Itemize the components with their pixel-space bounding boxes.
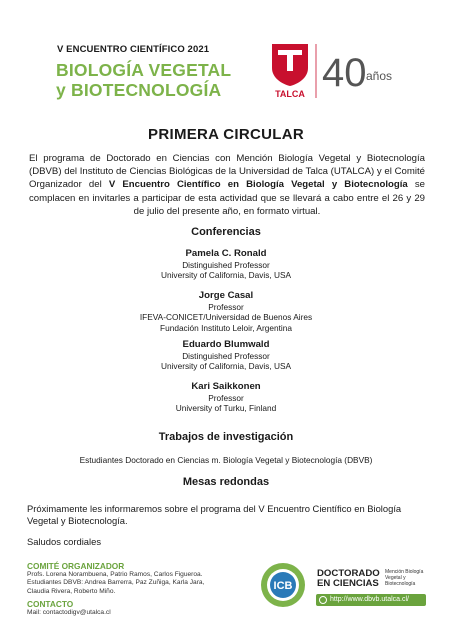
speaker-saikkonen — [0, 381, 452, 414]
intro-text-bold: V Encuentro Científico en Biología Vegetal y Biotecnología — [108, 179, 408, 191]
intro-text-part1: El programa de Doctorado en Ciencias con Mención Biología Vegetal y Biotecnología (DBVB) del Instituto de Ciencias Biológicas de la Universidad de Talca (UTALCA) y el Comité Organizador del — [29, 153, 425, 191]
speaker-blumwald — [0, 339, 452, 372]
roundtables-text: Próximamente les informaremos sobre el programa del V Encuentro Científico en Biología Vegetal y Biotecnología. — [27, 503, 402, 527]
committee-heading: COMITÉ ORGANIZADOR — [27, 561, 125, 571]
speaker-role: Distinguished Professor — [182, 351, 270, 361]
roundtables-heading: Mesas redondas — [182, 476, 270, 488]
speaker-role: Distinguished Professor — [182, 260, 270, 270]
program-url-text: http://www.dbvb.utalca.cl/ — [330, 596, 409, 603]
speaker-affiliation: University of Turku, Finland — [175, 403, 277, 414]
committee-line: Claudia Rivera, Roberto Miño. — [27, 587, 116, 595]
committee-line: Estudiantes DBVB: Andrea Barrerra, Paz Zuñiga, Karla Jara, — [27, 579, 205, 587]
globe-icon — [319, 596, 327, 604]
speaker-name: Kari Saikkonen — [191, 381, 261, 392]
doctorado-brand-line1: DOCTORADO — [317, 568, 380, 579]
mention-line: Biotecnología — [385, 581, 416, 587]
intro-paragraph — [29, 152, 425, 218]
committee-line: Profs. Lorena Norambuena, Patrio Ramos, Carlos Figueroa. — [27, 571, 203, 578]
anniversary-word: años — [366, 69, 393, 83]
speaker-name: Jorge Casal — [198, 290, 254, 301]
contact-email-link[interactable]: Mail: contactodigv@utalca.cl — [27, 609, 111, 616]
committee-members — [27, 571, 204, 596]
speaker-role: Professor — [208, 393, 244, 403]
event-title-line2: y BIOTECNOLOGÍA — [56, 80, 222, 100]
speaker-ronald — [0, 248, 452, 281]
utalca-40-anos-logo — [268, 40, 398, 100]
speaker-affiliation: University of California, Davis, USA — [160, 270, 292, 281]
research-text: Estudiantes Doctorado en Ciencias m. Biología Vegetal y Biotecnología (DBVB) — [79, 455, 373, 465]
header-kicker: V ENCUENTRO CIENTÍFICO 2021 — [57, 44, 210, 55]
doctorado-mention — [385, 569, 423, 587]
speaker-name: Pamela C. Ronald — [185, 248, 267, 259]
anniversary-number: 40 — [322, 51, 367, 95]
icb-logo — [260, 562, 306, 608]
mention-line: Vegetal y — [385, 575, 406, 581]
research-heading: Trabajos de investigación — [158, 431, 294, 443]
logo-talca-text: TALCA — [275, 89, 305, 99]
speaker-role: Professor — [208, 302, 244, 312]
doctorado-brand-line2: EN CIENCIAS — [317, 578, 379, 589]
mention-line: Mención Biología — [385, 569, 424, 575]
contact-heading: CONTACTO — [27, 599, 74, 609]
program-url-link[interactable] — [316, 594, 426, 606]
event-title — [56, 60, 231, 100]
intro-text-part2: se complacen en invitarles a participar de esta actividad que se llevará a cabo entre el 26 y 29 de julio del presente año, en formato virtual. — [29, 179, 425, 217]
icb-logo-text: ICB — [273, 580, 293, 592]
doctorado-brand — [317, 569, 380, 589]
document-title: PRIMERA CIRCULAR — [148, 126, 304, 143]
speaker-affiliation: University of California, Davis, USA — [160, 361, 292, 372]
event-title-line1: BIOLOGÍA VEGETAL — [56, 60, 232, 80]
closing-regards: Saludos cordiales — [27, 536, 102, 547]
speaker-affiliation-2: Fundación Instituto Leloir, Argentina — [160, 322, 292, 333]
speaker-casal — [0, 290, 452, 333]
speaker-name: Eduardo Blumwald — [182, 339, 270, 350]
conferences-heading: Conferencias — [191, 226, 261, 238]
speaker-affiliation: IFEVA-CONICET/Universidad de Buenos Aires — [139, 312, 313, 323]
